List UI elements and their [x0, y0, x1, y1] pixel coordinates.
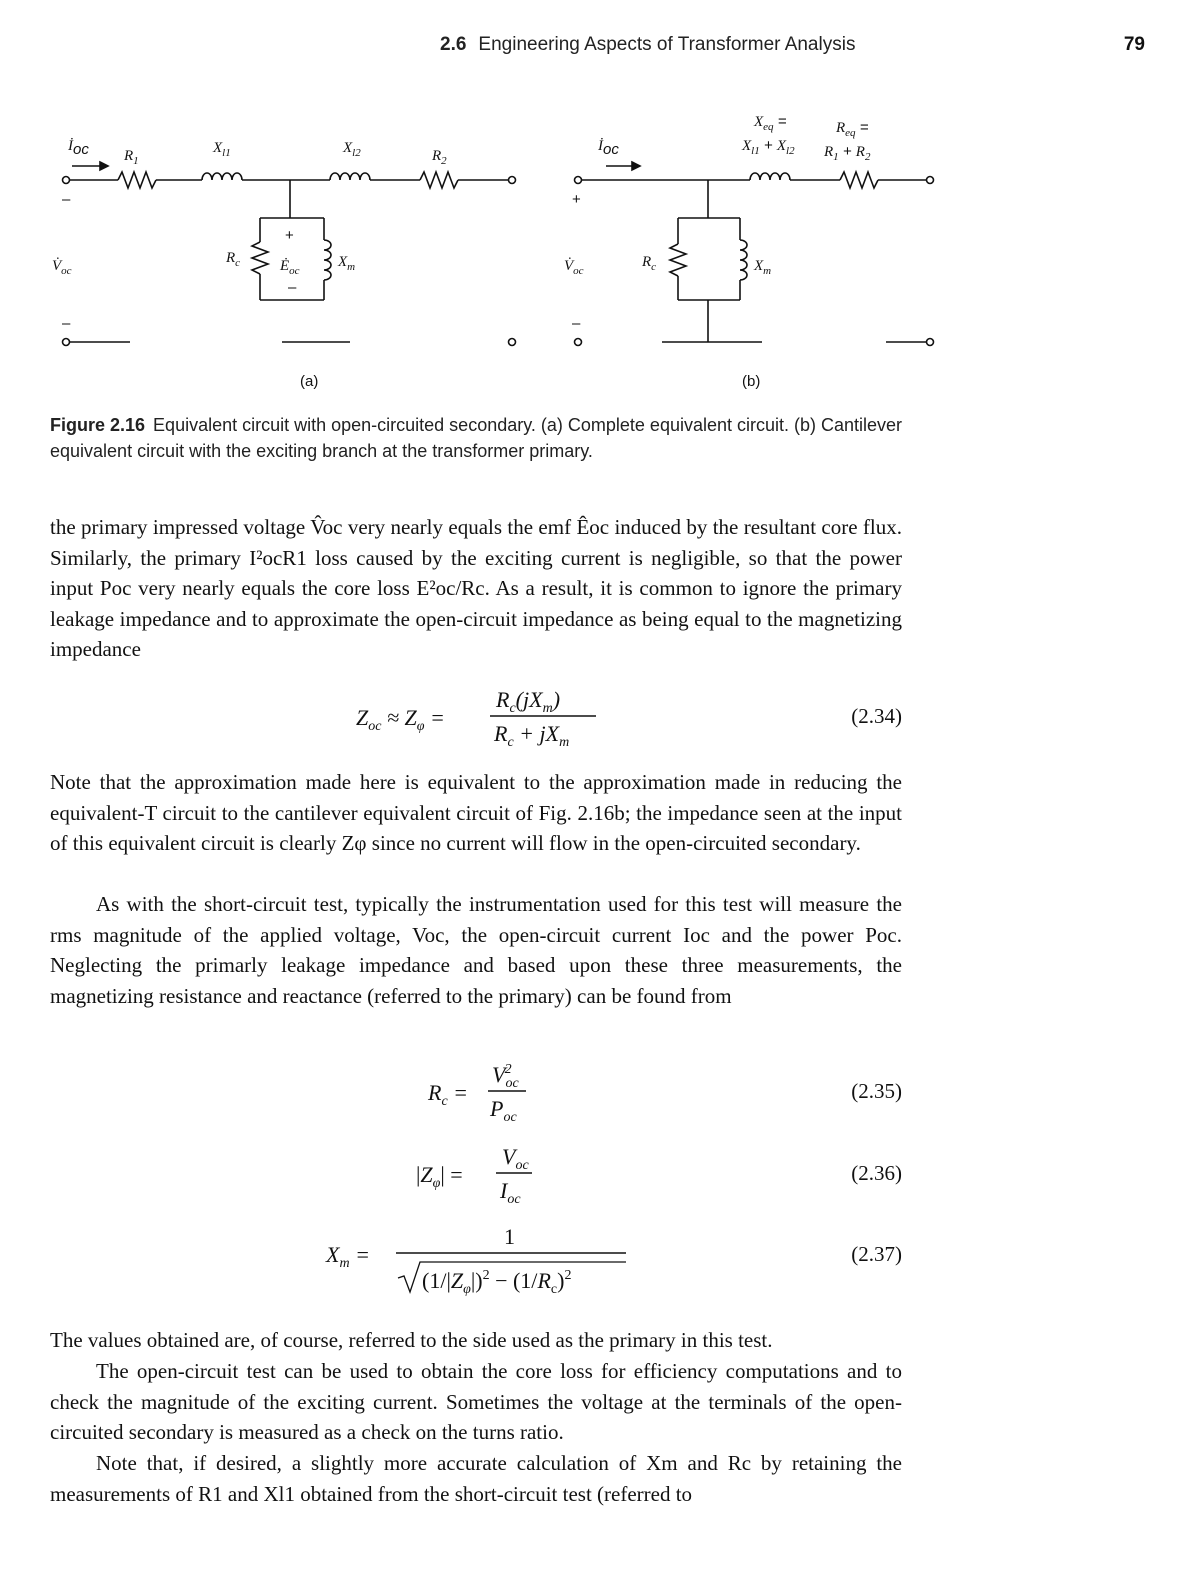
running-header: [0, 30, 1200, 66]
paragraph-3: As with the short-circuit test, typically the instrumentation used for this test will measure the rms magnitude of the applied voltage, Voc, the open-circuit current Ioc and the power Poc. Neglecting the primarly leakage impedance and based upon these three measurements, the magnetizing resistance and reactance (referred to the primary) can be found from: [50, 892, 902, 1008]
circuit-diagram: [50, 110, 950, 400]
resistor-req: [840, 172, 878, 188]
svg-text:Voc2: $V_{oc}2$: [492, 1062, 519, 1091]
caption-text: Equivalent circuit with open-circuited secondary. (a) Complete equivalent circuit. (b) Cantilever equivalent circuit with the exciting branch at the transformer primary.: [50, 415, 903, 461]
inductor-xl1: [202, 173, 242, 180]
svg-text:Voc: $V_{oc}$: [502, 1144, 529, 1173]
svg-text:Xm: $X_m$: [754, 258, 772, 277]
paragraph-1: the primary impressed voltage V̂oc very nearly equals the emf Êoc induced by the resultant core flux. Similarly, the primary I²ocR1 loss caused by the exciting current is negligible, so that the power input Poc very nearly equals the core loss E²oc/Rc. As a result, it is common to ignore the primary leakage impedance and to approximate the open-circuit impedance as being equal to the magnetizing impedance: [50, 515, 902, 661]
svg-text:Xl2: $X_{l2}$: [343, 140, 361, 159]
paragraph-5: The open-circuit test can be used to obtain the core loss for efficiency computations and to check the magnitude of the exciting current. Sometimes the voltage at the terminals of the open-circuited secondary is measured as a check on the turns ratio.: [50, 1359, 902, 1444]
svg-text:|Zφ| =: $|Z_\varphi|$ =: [416, 1162, 463, 1191]
svg-text:–: –: [288, 279, 297, 296]
resistor-rc: [252, 242, 268, 274]
equation-number-2-34: (2.34): [851, 704, 902, 728]
circuit-a: [63, 162, 516, 346]
svg-text:–: –: [62, 315, 71, 332]
svg-text:Xl1 + Xl2: $X_{l1} + X_{l2}$: [742, 137, 795, 157]
svg-text:İoc: İoc: [598, 138, 619, 158]
resistor-rc-b: [670, 244, 686, 276]
paragraph-6: Note that, if desired, a slightly more accurate calculation of Xm and Rc by retaining the measurements of R1 and Xl1 obtained from the short-circuit test (referred to: [50, 1451, 902, 1506]
svg-text:Xm: $X_m$: [338, 254, 356, 273]
svg-text:V̇oc: $V̇_{oc}$: [564, 258, 584, 277]
equation-2-37-formula: [300, 1222, 640, 1302]
svg-text:(1/|Zφ|)2 − (1/Rc)2: $(1/|Z_\varphi|)^2 - (1/R_c)^2$: [422, 1268, 572, 1297]
equation-2-34: [0, 683, 1200, 753]
resistor-r1: [118, 172, 156, 188]
svg-text:Xl1: $X_{l1}$: [213, 140, 231, 159]
equation-2-34-formula: [300, 683, 620, 753]
equation-2-36-formula: [300, 1140, 620, 1210]
svg-text:Ioc: $I_{oc}$: [500, 1178, 521, 1207]
svg-text:Rc: $R_c$: [226, 250, 241, 269]
equation-number-2-35: (2.35): [851, 1079, 902, 1103]
figure-2-16: [50, 110, 950, 400]
inductor-xl2: [330, 173, 370, 180]
page-number: 79: [1123, 34, 1145, 55]
svg-text:R1 + R2: $R_1 + R_2$: [824, 143, 871, 163]
panel-b-label: (b): [742, 373, 761, 390]
svg-text:Rc: $R_c$: [642, 254, 657, 273]
svg-text:+: +: [285, 227, 294, 244]
section-number: 2.6: [440, 34, 467, 55]
panel-a-label: (a): [300, 373, 319, 390]
svg-text:İoc: İoc: [68, 138, 89, 158]
svg-text:Ėoc: $Ė_{oc}$: [280, 258, 300, 277]
equation-2-37: [0, 1222, 1200, 1302]
svg-text:V̇oc: $V̇_{oc}$: [52, 258, 72, 277]
svg-text:–: –: [62, 191, 71, 208]
svg-text:Rc + jXm: $R_c + jX_m$: [494, 721, 570, 750]
svg-text:–: –: [572, 315, 581, 332]
paragraph-2: Note that the approximation made here is equivalent to the approximation made in reducing the equivalent-T circuit to the cantilever equivalent circuit of Fig. 2.16b; the impedance seen at the input of this equivalent circuit is clearly Zφ since no current will flow in the open-circuited secondary.: [50, 770, 902, 855]
paragraph-4: The values obtained are, of course, referred to the side used as the primary in this test.: [50, 1328, 773, 1352]
svg-text:Xeq =: $X_{eq}$ =: [754, 113, 787, 133]
svg-text:R1: $R_1$: [124, 148, 139, 167]
svg-text:Xm =: $X_m$ =: [326, 1242, 370, 1271]
svg-text:R2: $R_2$: [432, 148, 447, 167]
svg-text:+: +: [572, 191, 581, 208]
equation-2-35-formula: [300, 1058, 620, 1128]
resistor-r2: [420, 172, 458, 188]
svg-text:Zoc ≈ Zφ =: $Z_{oc} \approx Z_\varphi$ =: [356, 705, 445, 734]
svg-text:Rc =: $R_c$ =: [428, 1080, 469, 1109]
equation-number-2-37: (2.37): [851, 1242, 902, 1266]
equation-number-2-36: (2.36): [851, 1161, 902, 1185]
equation-2-36: [0, 1140, 1200, 1210]
svg-text:Poc: $P_{oc}$: [490, 1096, 517, 1125]
svg-text:Req =: $R_{eq}$ =: [836, 119, 869, 139]
section-title: Engineering Aspects of Transformer Analysis: [478, 34, 856, 55]
running-title: [440, 34, 855, 56]
svg-text:1: 1: [504, 1224, 515, 1249]
figure-label: Figure 2.16: [50, 415, 146, 435]
circuit-b: [575, 162, 934, 346]
equation-2-35: [0, 1058, 1200, 1128]
inductor-xm: [324, 240, 331, 280]
svg-text:Rc(jXm): $R_c(jX_m)$: [496, 687, 561, 716]
inductor-xm-b: [740, 240, 747, 280]
figure-caption: [50, 412, 912, 464]
inductor-xeq: [750, 173, 790, 180]
